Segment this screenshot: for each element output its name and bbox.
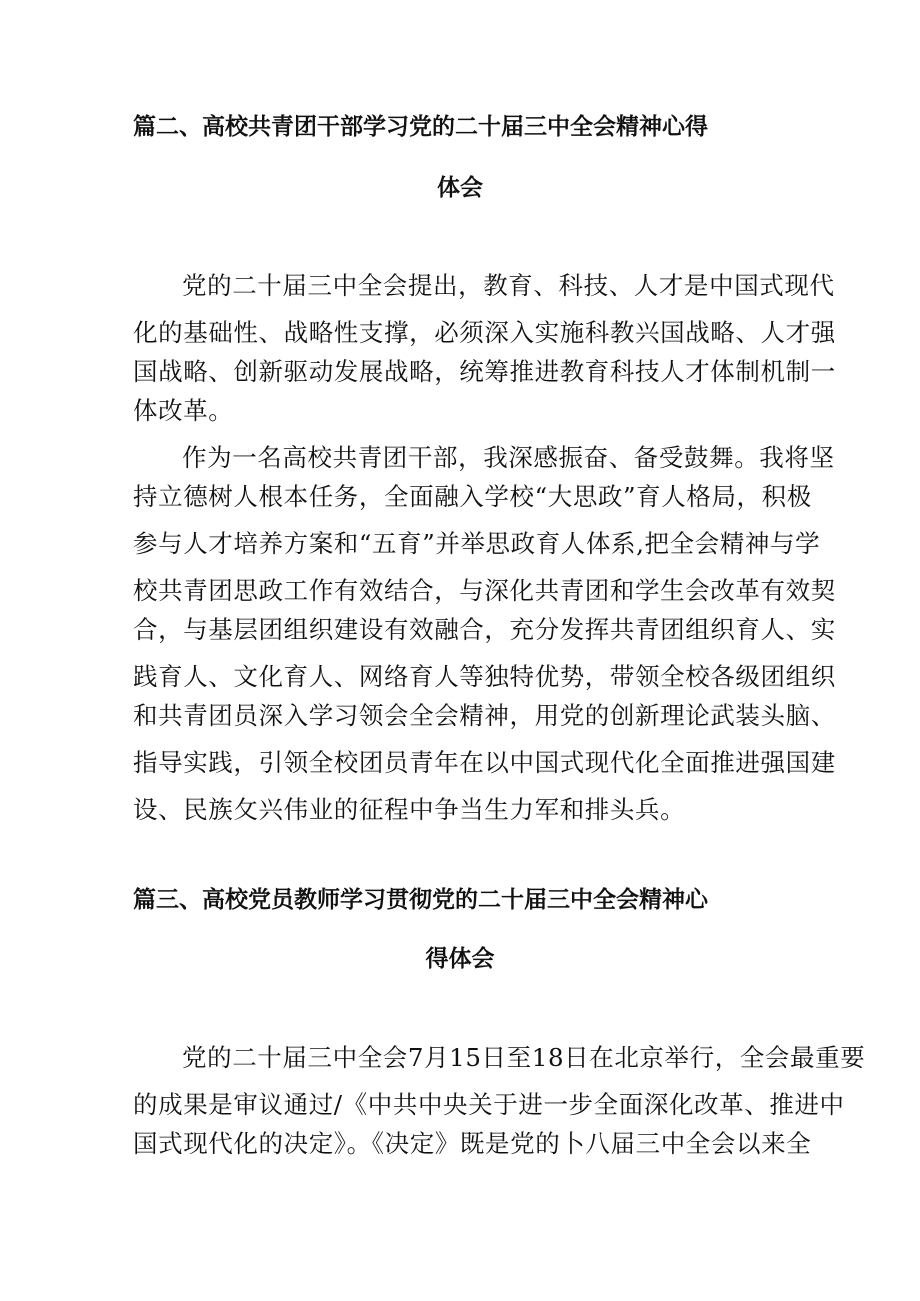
section2-para2-line: 践育人、文化育人、网络育人等独特优势，带领全校各级团组织 (133, 662, 836, 691)
section3-heading-line1: 篇三、高校党员教师学习贯彻党的二十届三中全会精神心 (133, 886, 708, 913)
section2-para2-line: 作为一名高校共青团干部，我深感振奋、备受鼓舞。我将坚 (182, 443, 835, 472)
section2-para2-line: 校共青团思政工作有效结合，与深化共青团和学生会改革有效契 (133, 576, 836, 605)
section2-para1-line: 党的二十届三中全会提出，教育、科技、人才是中国式现代 (182, 271, 835, 300)
section3-para1-line: 党的二十届三中全会7月15日至18日在北京举行，全会最重要 (182, 1043, 866, 1072)
section2-heading-line1: 篇二、高校共青团干部学习党的二十届三中全会精神心得 (133, 113, 708, 140)
section2-para2-line: 参与人才培养方案和“五育”并举思政育人体系,把全会精神与学 (133, 529, 821, 558)
section2-para2-line: 指导实践，引领全校团员青年在以中国式现代化全面推进强国建 (133, 748, 836, 777)
section2-para2-line: 设、民族攵兴伟业的征程中争当生力军和排头兵。 (133, 795, 686, 824)
section2-para2-line: 持立德树人根本任务，全面融入学校“大思政”育人格局，积极 (133, 482, 812, 511)
section2-para1-line: 国战略、创新驱动发展战略，统筹推进教育科技人才体制机制一 (133, 357, 836, 386)
section3-para1-line: 的成果是审议通过/《中共中央关于进一步全面深化改革、推进中 (133, 1090, 845, 1119)
section3-heading-line2: 得体会 (425, 945, 495, 972)
section2-para2-line: 和共青团员深入学习领会全会精神，用党的创新理论武装头脑、 (133, 701, 836, 730)
section3-para1-line: 国式现代化的决定》。《决定》既是党的卜八届三中全会以来全 (133, 1129, 812, 1158)
section2-heading-line2: 体会 (437, 174, 483, 201)
section2-para2-line: 合，与基层团组织建设有效融合，充分发挥共青团组织育人、实 (133, 615, 836, 644)
section2-para1-line: 体改革。 (133, 396, 234, 425)
section2-para1-line: 化的基础性、战略性支撑，必须深入实施科教兴国战略、人才强 (133, 318, 836, 347)
